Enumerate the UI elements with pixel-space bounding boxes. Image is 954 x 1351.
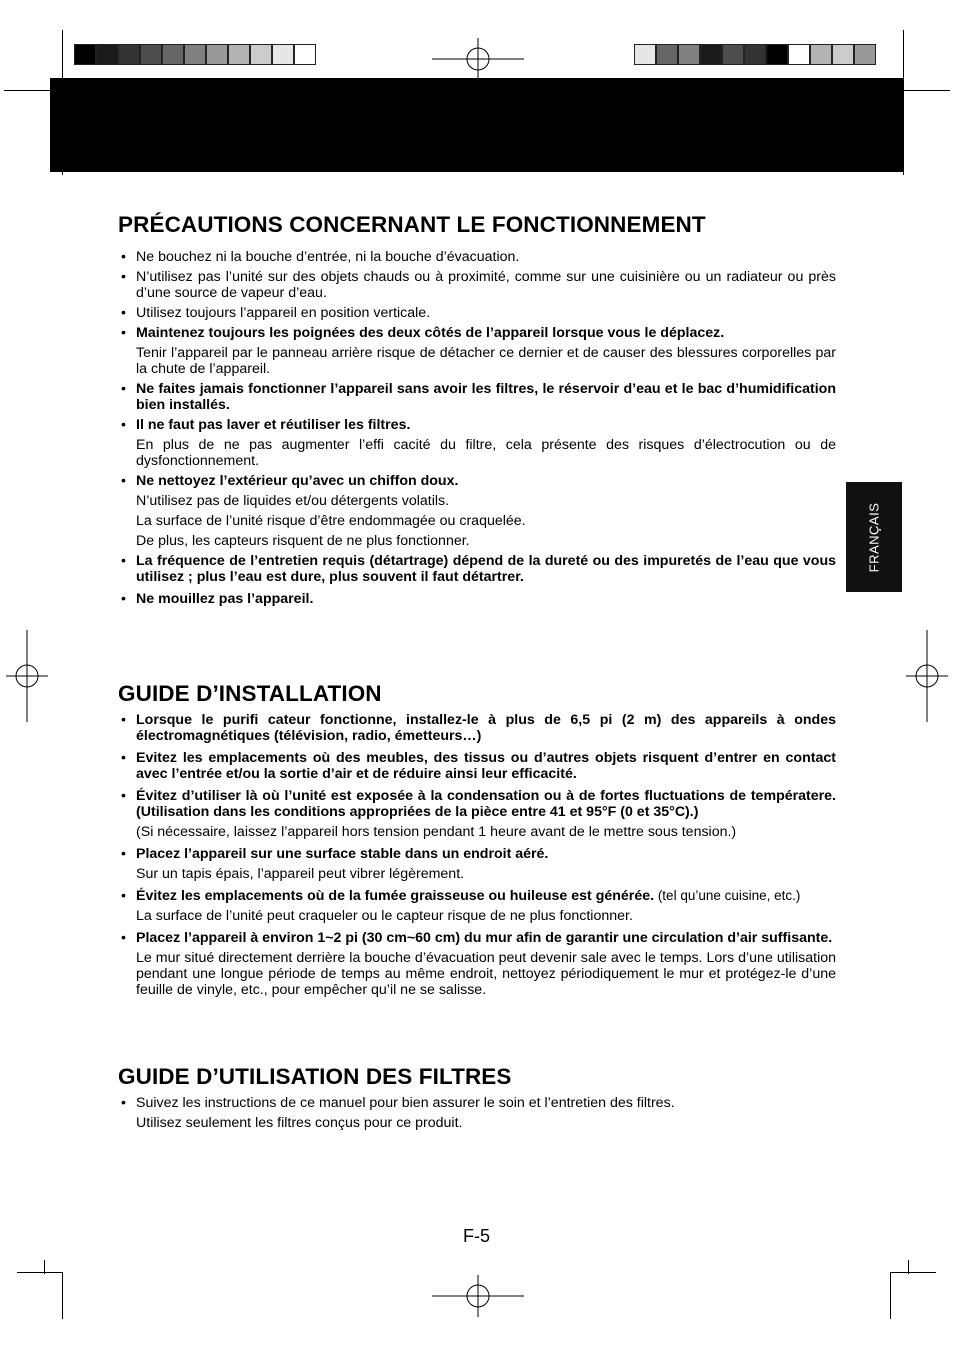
item-text: Évitez les emplacements où de la fumée graisseuse ou huileuse est générée. [136,888,655,904]
list-item [118,930,836,998]
item-detail: Tenir l’appareil par le panneau arrière risque de détacher ce dernier et de causer des blessures corporelles par la chute de l’appareil. [136,345,836,377]
registration-mark-icon [432,38,524,80]
list-item [118,591,836,607]
bullet-icon: • [121,712,126,728]
list-item [118,269,836,301]
bullet-list [118,249,836,607]
color-swatch [634,44,656,65]
bullet-icon: • [121,1095,126,1111]
list-item [118,305,836,321]
list-item [118,417,836,469]
bullet-icon: • [121,846,126,862]
color-bar-right [634,44,876,65]
bullet-icon: • [121,305,126,321]
section-filters [118,1064,836,1135]
color-swatch [294,44,316,65]
item-detail: Le mur situé directement derrière la bouche d’évacuation peut devenir sale avec le temps. Lors d’une utilisation pendant une longue période de temps au même endroit, nettoyez périodiquement le mur et protégez-le d’une feuille de vinyle, etc., pour empêcher qu’il ne se salisse. [136,950,836,998]
list-item [118,249,836,265]
list-item [118,888,836,924]
list-item [118,325,836,377]
item-detail: De plus, les capteurs risquent de ne plus fonctionner. [136,533,470,549]
color-swatch [140,44,162,65]
item-text: Suivez les instructions de ce manuel pour bien assurer le soin et l’entretien des filtres. [136,1095,675,1111]
color-bar-left [74,44,316,65]
crop-mark [904,90,950,91]
item-text: Lorsque le purifi cateur fonctionne, installez-le à plus de 6,5 pi (2 m) des appareils à ondes électromagnétiques (télévision, radio, émetteurs…) [136,712,836,744]
language-tab-label: FRANÇAIS [866,502,882,572]
bullet-icon: • [121,930,126,946]
crop-mark [908,1260,909,1274]
item-text: Placez l’appareil à environ 1~2 pi (30 cm~60 cm) du mur afin de garantir une circulation d’air suffisante. [136,930,833,946]
bullet-icon: • [121,888,126,904]
item-text: Il ne faut pas laver et réutiliser les filtres. [136,417,411,433]
color-swatch [228,44,250,65]
section-title: GUIDE D’UTILISATION DES FILTRES [118,1064,512,1089]
color-swatch [118,44,140,65]
item-detail: Sur un tapis épais, l’appareil peut vibrer légèrement. [136,866,465,882]
list-item [118,1095,836,1131]
item-detail: La surface de l’unité risque d’être endommagée ou craquelée. [136,513,526,529]
registration-mark-icon [432,1275,524,1317]
item-detail: La surface de l’unité peut craqueler ou le capteur risque de ne plus fonctionner. [136,908,633,924]
item-text: Evitez les emplacements où des meubles, des tissus ou d’autres objets risquent d’entrer en contact avec l’entrée et/ou la sortie d’air et de réduire ainsi leur efficacité. [136,750,836,782]
crop-mark [4,90,50,91]
bullet-icon: • [121,553,126,569]
crop-mark [62,1272,63,1319]
crop-mark [890,1272,936,1273]
bullet-icon: • [121,325,126,341]
bullet-icon: • [121,750,126,766]
item-tail: (tel qu’une cuisine, etc.) [654,888,801,903]
item-detail: (Si nécessaire, laissez l’appareil hors tension pendant 1 heure avant de le mettre sous tension.) [136,824,737,840]
item-text: Évitez d’utiliser là où l’unité est exposée à la condensation ou à de fortes fluctuations de températere. (Utilisation dans les conditions appropriées de la pièce entre 41 et 95°F (0 et 35°C).) [136,788,836,820]
crop-mark [44,1260,45,1274]
bullet-list [118,1095,836,1131]
bullet-icon: • [121,591,126,607]
section-title: GUIDE D’INSTALLATION [118,681,382,706]
color-swatch [744,44,766,65]
language-tab [846,482,902,592]
color-swatch [96,44,118,65]
item-text: Utilisez toujours l’appareil en position verticale. [136,305,431,321]
color-swatch [250,44,272,65]
color-swatch [162,44,184,65]
color-swatch [766,44,788,65]
page-number: F-5 [463,1226,490,1246]
item-text: Ne bouchez ni la bouche d’entrée, ni la bouche d’évacuation. [136,249,520,265]
color-swatch [722,44,744,65]
color-swatch [700,44,722,65]
item-text: La fréquence de l’entretien requis (détartrage) dépend de la dureté ou des impuretés de l’eau que vous utilisez ; plus l’eau est dure, plus souvent il faut détartrer. [136,553,836,585]
crop-mark [17,1272,63,1273]
list-item [118,553,836,585]
bullet-icon: • [121,249,126,265]
color-swatch [832,44,854,65]
crop-mark [890,1272,891,1319]
section-title: PRÉCAUTIONS CONCERNANT LE FONCTIONNEMENT [118,212,706,237]
item-detail: Utilisez seulement les filtres conçus pour ce produit. [136,1115,463,1131]
bullet-list [118,712,836,998]
bullet-icon: • [121,269,126,285]
item-detail: En plus de ne pas augmenter l’effi cacité du filtre, cela présente des risques d’électrocution ou de dysfonctionnement. [136,437,836,469]
list-item [118,381,836,413]
bullet-icon: • [121,381,126,397]
color-swatch [788,44,810,65]
list-item [118,712,836,744]
color-swatch [206,44,228,65]
item-text: Ne nettoyez l’extérieur qu’avec un chiffon doux. [136,473,459,489]
color-swatch [810,44,832,65]
item-detail: N’utilisez pas de liquides et/ou détergents volatils. [136,493,450,509]
section-precautions [118,212,836,613]
item-text: Placez l’appareil sur une surface stable dans un endroit aéré. [136,846,549,862]
registration-mark-icon [906,630,948,722]
list-item [118,846,836,882]
color-swatch [184,44,206,65]
color-swatch [74,44,96,65]
list-item [118,473,836,549]
color-swatch [656,44,678,65]
item-text: Ne mouillez pas l’appareil. [136,591,314,607]
list-item [118,788,836,840]
bullet-icon: • [121,473,126,489]
item-text: Ne faites jamais fonctionner l’appareil sans avoir les filtres, le réservoir d’eau et le bac d’humidification bien installés. [136,381,836,413]
item-text: Maintenez toujours les poignées des deux côtés de l’appareil lorsque vous le déplacez. [136,325,725,341]
bullet-icon: • [121,788,126,804]
item-text: N’utilisez pas l’unité sur des objets chauds ou à proximité, comme sur une cuisinière ou un radiateur ou près d’une source de vapeur d’eau. [136,269,836,301]
color-swatch [272,44,294,65]
bullet-icon: • [121,417,126,433]
color-swatch [678,44,700,65]
header-banner [50,78,904,172]
color-swatch [854,44,876,65]
section-installation [118,681,836,1004]
list-item [118,750,836,782]
registration-mark-icon [6,630,48,722]
